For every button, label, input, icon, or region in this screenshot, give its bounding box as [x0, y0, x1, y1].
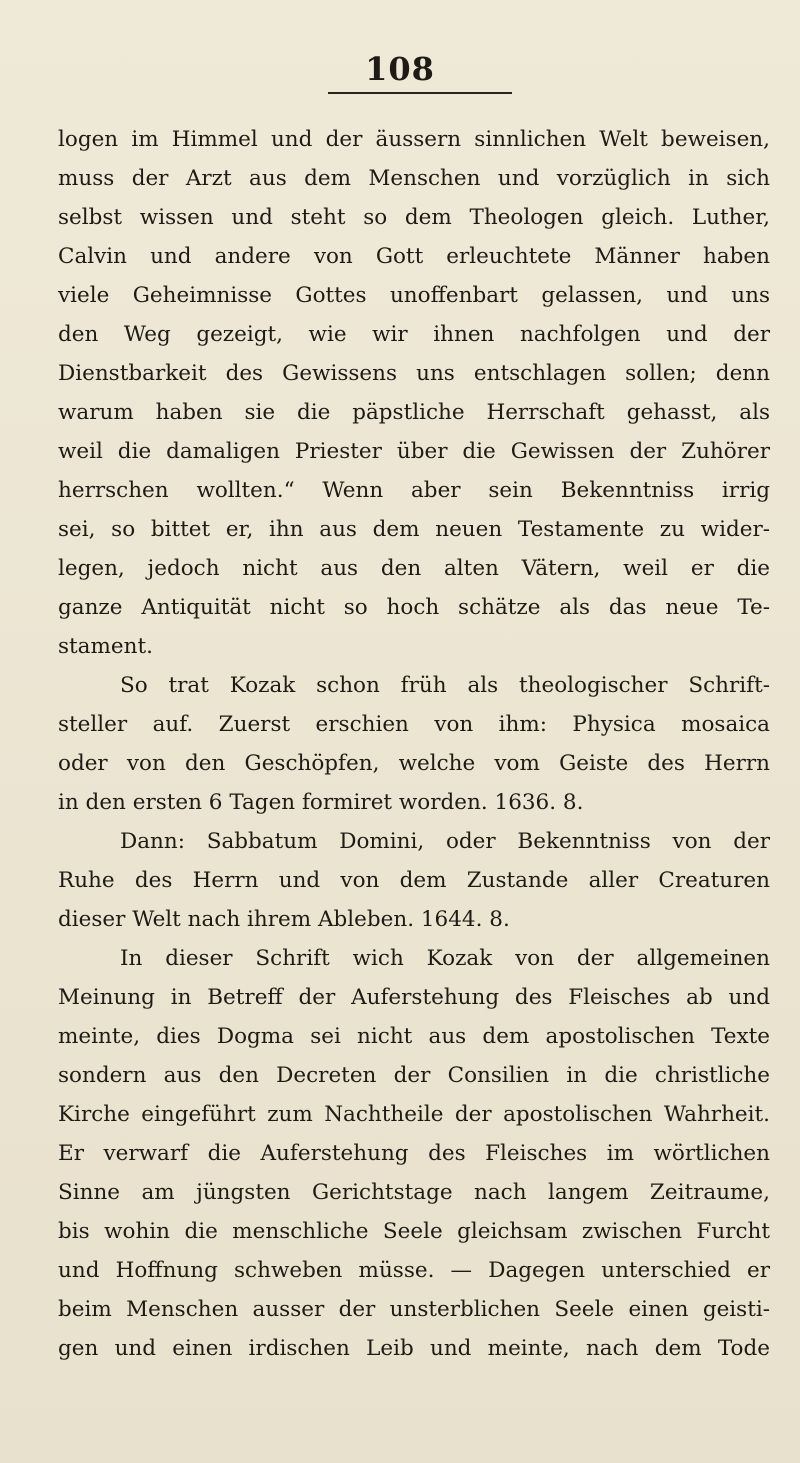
text-line: Sinne am jüngsten Gerichtstage nach langem Zeitraume,: [58, 1180, 770, 1205]
text-line: Dienstbarkeit des Gewissens uns entschlagen sollen; denn: [58, 361, 770, 386]
text-line: legen, jedoch nicht aus den alten Vätern, weil er die: [58, 556, 770, 581]
text-line: meinte, dies Dogma sei nicht aus dem apostolischen Texte: [58, 1024, 770, 1049]
text-line: weil die damaligen Priester über die Gewissen der Zuhörer: [58, 439, 770, 464]
text-line: stament.: [58, 634, 153, 659]
page-number-rule: [328, 92, 512, 94]
text-line: den Weg gezeigt, wie wir ihnen nachfolgen und der: [58, 322, 770, 347]
text-line: ganze Antiquität nicht so hoch schätze als das neue Te-: [58, 595, 770, 620]
text-line: gen und einen irdischen Leib und meinte, nach dem Tode: [58, 1336, 770, 1361]
text-line: herrschen wollten.“ Wenn aber sein Bekenntniss irrig: [58, 478, 770, 503]
text-line: selbst wissen und steht so dem Theologen gleich. Luther,: [58, 205, 770, 230]
text-line: sei, so bittet er, ihn aus dem neuen Testamente zu wider-: [58, 517, 770, 542]
text-line: Meinung in Betreff der Auferstehung des Fleisches ab und: [58, 985, 770, 1010]
text-line: steller auf. Zuerst erschien von ihm: Physica mosaica: [58, 712, 770, 737]
text-line: Er verwarf die Auferstehung des Fleisches im wörtlichen: [58, 1141, 770, 1166]
text-line: viele Geheimnisse Gottes unoffenbart gelassen, und uns: [58, 283, 770, 308]
text-line: warum haben sie die päpstliche Herrschaft gehasst, als: [58, 400, 770, 425]
text-line: muss der Arzt aus dem Menschen und vorzüglich in sich: [58, 166, 770, 191]
text-line: und Hoffnung schweben müsse. — Dagegen unterschied er: [58, 1258, 770, 1283]
text-line: in den ersten 6 Tagen formiret worden. 1636. 8.: [58, 790, 584, 815]
text-line: In dieser Schrift wich Kozak von der allgemeinen: [120, 946, 770, 971]
text-line: So trat Kozak schon früh als theologischer Schrift-: [120, 673, 770, 698]
text-line: logen im Himmel und der äussern sinnlichen Welt beweisen,: [58, 127, 770, 152]
text-line: bis wohin die menschliche Seele gleichsam zwischen Furcht: [58, 1219, 770, 1244]
text-line: dieser Welt nach ihrem Ableben. 1644. 8.: [58, 907, 510, 932]
text-line: Kirche eingeführt zum Nachtheile der apostolischen Wahrheit.: [58, 1102, 770, 1127]
text-line: beim Menschen ausser der unsterblichen Seele einen geisti-: [58, 1297, 770, 1322]
page-number: 108: [365, 50, 435, 88]
body-text: [58, 120, 770, 1368]
text-line: sondern aus den Decreten der Consilien in die christliche: [58, 1063, 770, 1088]
text-line: Ruhe des Herrn und von dem Zustande aller Creaturen: [58, 868, 770, 893]
text-line: oder von den Geschöpfen, welche vom Geiste des Herrn: [58, 751, 770, 776]
text-line: Calvin und andere von Gott erleuchtete Männer haben: [58, 244, 770, 269]
text-line: Dann: Sabbatum Domini, oder Bekenntniss von der: [120, 829, 770, 854]
